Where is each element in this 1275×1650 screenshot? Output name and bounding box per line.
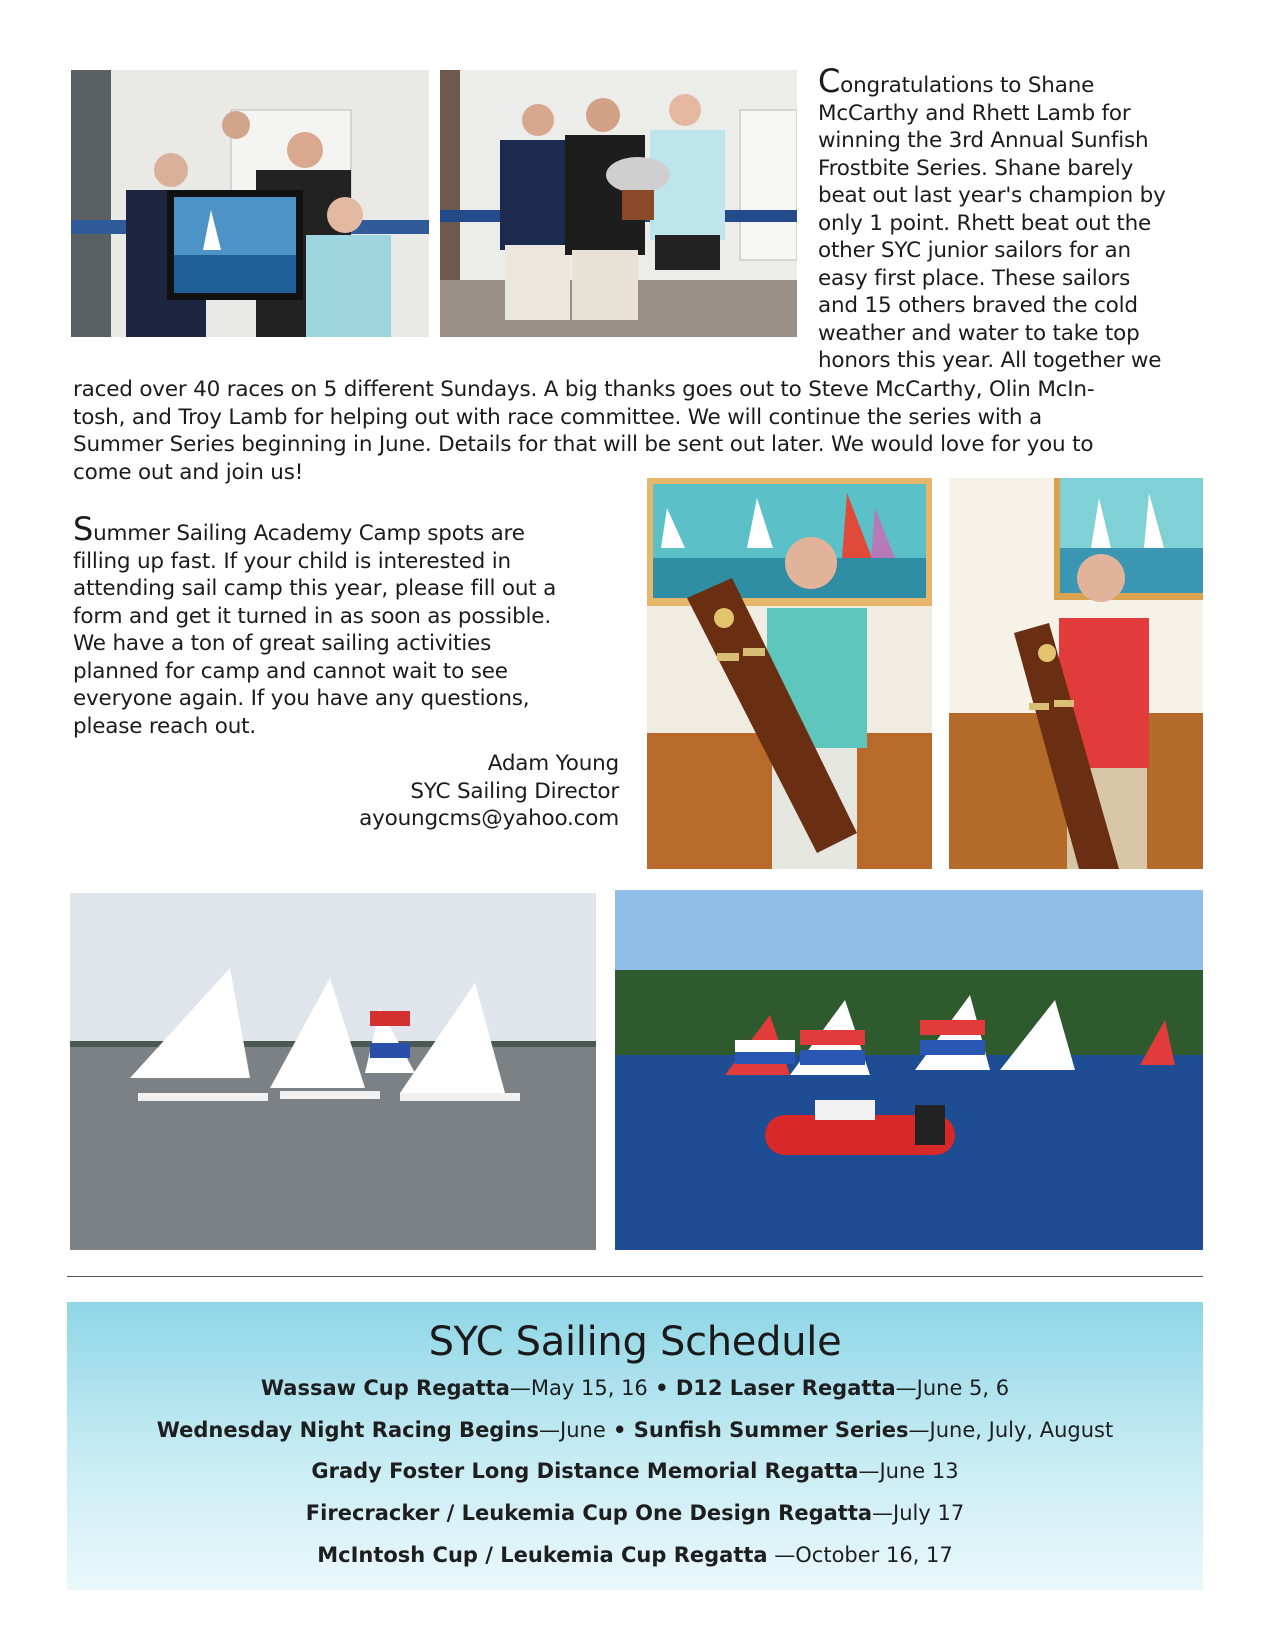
text-line: and 15 others braved the cold xyxy=(818,293,1138,318)
signature-block xyxy=(300,750,619,833)
sailing-schedule-box xyxy=(67,1302,1203,1590)
event-name: Wassaw Cup Regatta xyxy=(260,1376,510,1400)
signature-title: SYC Sailing Director xyxy=(410,778,619,804)
event-date: —May 15, 16 xyxy=(509,1376,648,1400)
text-line: filling up fast. If your child is interested in xyxy=(73,548,511,574)
section-divider xyxy=(67,1276,1203,1277)
schedule-line xyxy=(67,1535,1203,1577)
article-frostbite-intro xyxy=(818,62,1198,375)
signature-email[interactable]: ayoungcms@yahoo.com xyxy=(359,806,619,831)
event-date: —July 17 xyxy=(872,1501,965,1526)
text-line: weather and water to take top xyxy=(818,320,1140,346)
bullet-separator: • xyxy=(647,1376,676,1400)
photo-painting-presentation xyxy=(71,70,429,337)
text-line: Summer Series beginning in June. Details for that will be sent out later. We would love for you to xyxy=(73,432,1094,457)
photo-sunfish-racing-blue xyxy=(615,890,1203,1250)
text-line: other SYC junior sailors for an xyxy=(818,238,1131,263)
schedule-line xyxy=(67,1410,1203,1452)
text-line: Frostbite Series. Shane barely xyxy=(818,155,1134,181)
event-name: Wednesday Night Racing Begins xyxy=(156,1417,539,1442)
article-frostbite-continued xyxy=(73,376,1203,486)
schedule-line xyxy=(67,1368,1203,1410)
text-line: beat out last year's champion by xyxy=(818,183,1166,208)
text-line: only 1 point. Rhett beat out the xyxy=(818,210,1152,236)
text-line: form and get it turned in as soon as possible. xyxy=(73,603,551,629)
event-date: —October 16, 17 xyxy=(767,1542,953,1567)
event-date: —June xyxy=(539,1417,606,1442)
event-date: —June 5, 6 xyxy=(895,1376,1010,1400)
photo-shane-mccarthy-trophy xyxy=(647,478,932,869)
event-date: —June 13 xyxy=(858,1459,959,1484)
text-line: tosh, and Troy Lamb for helping out with race committee. We will continue the series with a xyxy=(73,404,1042,430)
text-line: winning the 3rd Annual Sunfish xyxy=(818,128,1149,153)
signature-name: Adam Young xyxy=(487,751,619,776)
text-line: everyone again. If you have any questions, xyxy=(73,686,530,711)
bullet-separator: • xyxy=(605,1417,634,1442)
event-name: D12 Laser Regatta xyxy=(675,1376,896,1400)
drop-cap: C xyxy=(818,62,841,100)
event-name: Firecracker / Leukemia Cup One Design Regatta xyxy=(305,1501,873,1526)
schedule-line xyxy=(67,1451,1203,1493)
text-line: We have a ton of great sailing activities xyxy=(73,631,492,656)
schedule-line xyxy=(67,1493,1203,1535)
text-line: honors this year. All together we xyxy=(818,348,1162,373)
drop-cap: S xyxy=(73,510,94,548)
text-line: come out and join us! xyxy=(73,459,304,485)
article-sailing-academy-camp xyxy=(73,510,633,740)
schedule-title: SYC Sailing Schedule xyxy=(428,1319,842,1365)
photo-rhett-lamb-trophy xyxy=(949,478,1203,869)
text-line: attending sail camp this year, please fill out a xyxy=(73,576,557,601)
text-line: raced over 40 races on 5 different Sundays. A big thanks goes out to Steve McCarthy, Olin McIn- xyxy=(73,377,1095,402)
text-line: please reach out. xyxy=(73,713,256,739)
event-name: McIntosh Cup / Leukemia Cup Regatta xyxy=(317,1542,768,1567)
event-date: —June, July, August xyxy=(908,1417,1114,1442)
text-line: Congratulations to Shane xyxy=(818,62,1095,100)
photo-sunfish-racing-gray xyxy=(70,893,596,1250)
photo-trophy-presentation xyxy=(440,70,797,337)
event-name: Grady Foster Long Distance Memorial Regatta xyxy=(311,1459,859,1484)
text-line: McCarthy and Rhett Lamb for xyxy=(818,100,1131,126)
text-line: Summer Sailing Academy Camp spots are xyxy=(73,510,525,548)
event-name: Sunfish Summer Series xyxy=(633,1417,909,1442)
text-line: easy first place. These sailors xyxy=(818,265,1131,291)
text-line: planned for camp and cannot wait to see xyxy=(73,658,508,684)
